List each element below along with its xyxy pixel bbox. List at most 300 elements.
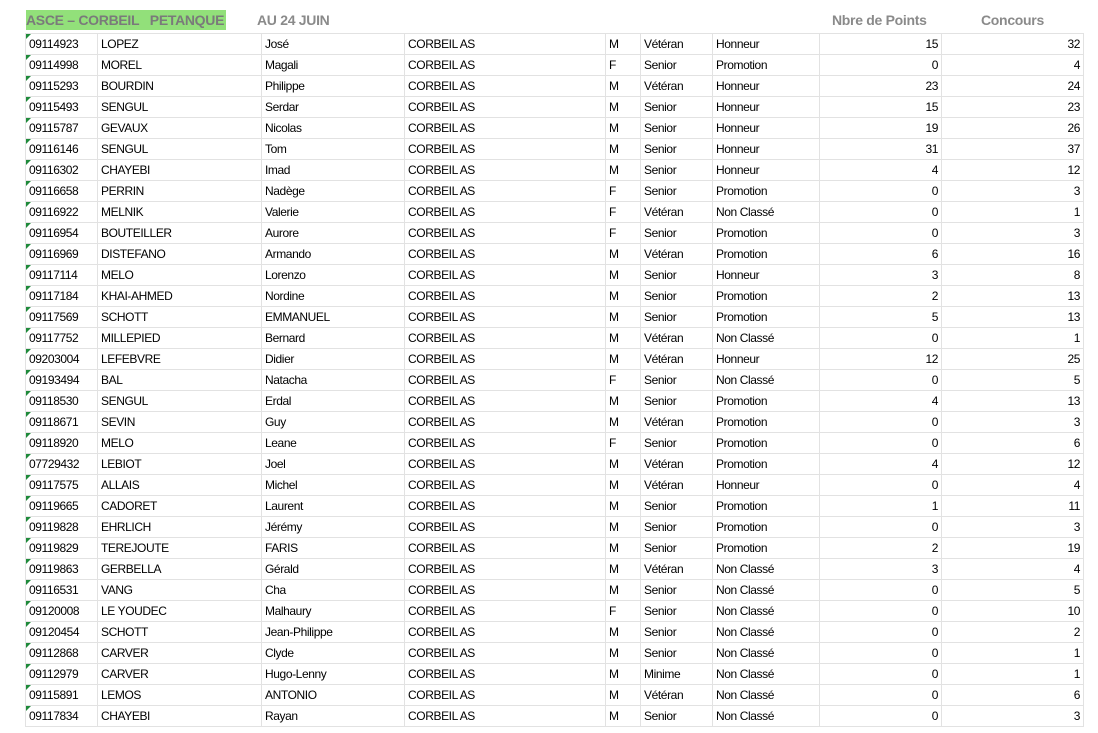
lastname-cell[interactable]: SENGUL: [98, 391, 262, 412]
lastname-cell[interactable]: BOUTEILLER: [98, 223, 262, 244]
club-cell[interactable]: CORBEIL AS: [405, 328, 606, 349]
club-cell[interactable]: CORBEIL AS: [405, 223, 606, 244]
club-cell[interactable]: CORBEIL AS: [405, 181, 606, 202]
division-cell[interactable]: Non Classé: [713, 328, 820, 349]
club-cell[interactable]: CORBEIL AS: [405, 55, 606, 76]
club-cell[interactable]: CORBEIL AS: [405, 34, 606, 55]
sex-cell[interactable]: M: [606, 622, 641, 643]
lastname-cell[interactable]: EHRLICH: [98, 517, 262, 538]
points-cell[interactable]: 19: [820, 118, 942, 139]
sex-cell[interactable]: F: [606, 370, 641, 391]
lastname-cell[interactable]: CHAYEBI: [98, 160, 262, 181]
firstname-cell[interactable]: Bernard: [262, 328, 405, 349]
sex-cell[interactable]: F: [606, 181, 641, 202]
concours-cell[interactable]: 1: [942, 664, 1084, 685]
lastname-cell[interactable]: VANG: [98, 580, 262, 601]
club-cell[interactable]: CORBEIL AS: [405, 643, 606, 664]
division-cell[interactable]: Promotion: [713, 223, 820, 244]
lastname-cell[interactable]: BAL: [98, 370, 262, 391]
sex-cell[interactable]: M: [606, 664, 641, 685]
license-cell[interactable]: 09116146: [26, 139, 98, 160]
club-cell[interactable]: CORBEIL AS: [405, 370, 606, 391]
club-cell[interactable]: CORBEIL AS: [405, 412, 606, 433]
license-cell[interactable]: 09118530: [26, 391, 98, 412]
firstname-cell[interactable]: Clyde: [262, 643, 405, 664]
points-cell[interactable]: 0: [820, 55, 942, 76]
license-cell[interactable]: 09112979: [26, 664, 98, 685]
category-cell[interactable]: Senior: [641, 55, 713, 76]
firstname-cell[interactable]: Guy: [262, 412, 405, 433]
firstname-cell[interactable]: Philippe: [262, 76, 405, 97]
points-cell[interactable]: 15: [820, 97, 942, 118]
points-cell[interactable]: 12: [820, 349, 942, 370]
license-cell[interactable]: 09115787: [26, 118, 98, 139]
sex-cell[interactable]: M: [606, 538, 641, 559]
license-cell[interactable]: 09116922: [26, 202, 98, 223]
sex-cell[interactable]: M: [606, 307, 641, 328]
points-cell[interactable]: 3: [820, 265, 942, 286]
points-cell[interactable]: 6: [820, 244, 942, 265]
concours-cell[interactable]: 16: [942, 244, 1084, 265]
license-cell[interactable]: 09193494: [26, 370, 98, 391]
lastname-cell[interactable]: LEFEBVRE: [98, 349, 262, 370]
firstname-cell[interactable]: Armando: [262, 244, 405, 265]
firstname-cell[interactable]: Rayan: [262, 706, 405, 727]
category-cell[interactable]: Vétéran: [641, 202, 713, 223]
concours-cell[interactable]: 5: [942, 580, 1084, 601]
club-cell[interactable]: CORBEIL AS: [405, 601, 606, 622]
sex-cell[interactable]: M: [606, 349, 641, 370]
firstname-cell[interactable]: José: [262, 34, 405, 55]
firstname-cell[interactable]: Erdal: [262, 391, 405, 412]
lastname-cell[interactable]: SENGUL: [98, 139, 262, 160]
license-cell[interactable]: 09115293: [26, 76, 98, 97]
division-cell[interactable]: Promotion: [713, 454, 820, 475]
lastname-cell[interactable]: GEVAUX: [98, 118, 262, 139]
category-cell[interactable]: Senior: [641, 517, 713, 538]
category-cell[interactable]: Senior: [641, 307, 713, 328]
sex-cell[interactable]: F: [606, 223, 641, 244]
lastname-cell[interactable]: SCHOTT: [98, 307, 262, 328]
license-cell[interactable]: 09112868: [26, 643, 98, 664]
column-header-concours[interactable]: Concours: [981, 12, 1044, 28]
lastname-cell[interactable]: PERRIN: [98, 181, 262, 202]
concours-cell[interactable]: 13: [942, 307, 1084, 328]
sex-cell[interactable]: M: [606, 580, 641, 601]
concours-cell[interactable]: 12: [942, 454, 1084, 475]
firstname-cell[interactable]: Natacha: [262, 370, 405, 391]
club-cell[interactable]: CORBEIL AS: [405, 559, 606, 580]
points-cell[interactable]: 2: [820, 286, 942, 307]
license-cell[interactable]: 07729432: [26, 454, 98, 475]
sex-cell[interactable]: M: [606, 244, 641, 265]
club-cell[interactable]: CORBEIL AS: [405, 307, 606, 328]
points-cell[interactable]: 0: [820, 580, 942, 601]
report-date[interactable]: AU 24 JUIN: [257, 12, 330, 28]
sex-cell[interactable]: M: [606, 76, 641, 97]
license-cell[interactable]: 09117834: [26, 706, 98, 727]
concours-cell[interactable]: 4: [942, 475, 1084, 496]
firstname-cell[interactable]: Jérémy: [262, 517, 405, 538]
division-cell[interactable]: Promotion: [713, 433, 820, 454]
concours-cell[interactable]: 5: [942, 370, 1084, 391]
concours-cell[interactable]: 3: [942, 181, 1084, 202]
points-cell[interactable]: 0: [820, 223, 942, 244]
club-cell[interactable]: CORBEIL AS: [405, 433, 606, 454]
category-cell[interactable]: Senior: [641, 643, 713, 664]
category-cell[interactable]: Senior: [641, 706, 713, 727]
division-cell[interactable]: Honneur: [713, 475, 820, 496]
concours-cell[interactable]: 4: [942, 559, 1084, 580]
lastname-cell[interactable]: ALLAIS: [98, 475, 262, 496]
sex-cell[interactable]: M: [606, 685, 641, 706]
license-cell[interactable]: 09115493: [26, 97, 98, 118]
division-cell[interactable]: Honneur: [713, 34, 820, 55]
category-cell[interactable]: Senior: [641, 160, 713, 181]
lastname-cell[interactable]: MILLEPIED: [98, 328, 262, 349]
lastname-cell[interactable]: DISTEFANO: [98, 244, 262, 265]
lastname-cell[interactable]: KHAI-AHMED: [98, 286, 262, 307]
concours-cell[interactable]: 37: [942, 139, 1084, 160]
points-cell[interactable]: 0: [820, 370, 942, 391]
firstname-cell[interactable]: FARIS: [262, 538, 405, 559]
concours-cell[interactable]: 1: [942, 328, 1084, 349]
license-cell[interactable]: 09203004: [26, 349, 98, 370]
lastname-cell[interactable]: MELO: [98, 265, 262, 286]
lastname-cell[interactable]: MOREL: [98, 55, 262, 76]
firstname-cell[interactable]: Magali: [262, 55, 405, 76]
club-cell[interactable]: CORBEIL AS: [405, 97, 606, 118]
club-cell[interactable]: CORBEIL AS: [405, 517, 606, 538]
lastname-cell[interactable]: CHAYEBI: [98, 706, 262, 727]
concours-cell[interactable]: 3: [942, 223, 1084, 244]
concours-cell[interactable]: 10: [942, 601, 1084, 622]
category-cell[interactable]: Senior: [641, 580, 713, 601]
concours-cell[interactable]: 24: [942, 76, 1084, 97]
license-cell[interactable]: 09117752: [26, 328, 98, 349]
license-cell[interactable]: 09119828: [26, 517, 98, 538]
division-cell[interactable]: Promotion: [713, 55, 820, 76]
division-cell[interactable]: Non Classé: [713, 370, 820, 391]
firstname-cell[interactable]: Hugo-Lenny: [262, 664, 405, 685]
firstname-cell[interactable]: Imad: [262, 160, 405, 181]
lastname-cell[interactable]: MELO: [98, 433, 262, 454]
license-cell[interactable]: 09118671: [26, 412, 98, 433]
points-cell[interactable]: 0: [820, 685, 942, 706]
concours-cell[interactable]: 4: [942, 55, 1084, 76]
lastname-cell[interactable]: LEMOS: [98, 685, 262, 706]
license-cell[interactable]: 09120454: [26, 622, 98, 643]
category-cell[interactable]: Vétéran: [641, 349, 713, 370]
firstname-cell[interactable]: Nordine: [262, 286, 405, 307]
sex-cell[interactable]: M: [606, 97, 641, 118]
firstname-cell[interactable]: Leane: [262, 433, 405, 454]
points-cell[interactable]: 0: [820, 475, 942, 496]
category-cell[interactable]: Vétéran: [641, 559, 713, 580]
lastname-cell[interactable]: CARVER: [98, 643, 262, 664]
firstname-cell[interactable]: Didier: [262, 349, 405, 370]
sex-cell[interactable]: M: [606, 328, 641, 349]
points-cell[interactable]: 4: [820, 454, 942, 475]
concours-cell[interactable]: 3: [942, 517, 1084, 538]
points-cell[interactable]: 4: [820, 391, 942, 412]
column-header-points[interactable]: Nbre de Points: [832, 12, 927, 28]
club-cell[interactable]: CORBEIL AS: [405, 622, 606, 643]
points-cell[interactable]: 3: [820, 559, 942, 580]
sex-cell[interactable]: M: [606, 517, 641, 538]
firstname-cell[interactable]: Lorenzo: [262, 265, 405, 286]
lastname-cell[interactable]: CARVER: [98, 664, 262, 685]
club-cell[interactable]: CORBEIL AS: [405, 139, 606, 160]
division-cell[interactable]: Honneur: [713, 139, 820, 160]
lastname-cell[interactable]: LEBIOT: [98, 454, 262, 475]
points-cell[interactable]: 23: [820, 76, 942, 97]
division-cell[interactable]: Non Classé: [713, 202, 820, 223]
club-cell[interactable]: CORBEIL AS: [405, 265, 606, 286]
concours-cell[interactable]: 32: [942, 34, 1084, 55]
points-cell[interactable]: 31: [820, 139, 942, 160]
license-cell[interactable]: 09119665: [26, 496, 98, 517]
club-cell[interactable]: CORBEIL AS: [405, 580, 606, 601]
category-cell[interactable]: Senior: [641, 181, 713, 202]
license-cell[interactable]: 09116969: [26, 244, 98, 265]
points-cell[interactable]: 15: [820, 34, 942, 55]
sex-cell[interactable]: M: [606, 475, 641, 496]
lastname-cell[interactable]: MELNIK: [98, 202, 262, 223]
division-cell[interactable]: Honneur: [713, 97, 820, 118]
category-cell[interactable]: Senior: [641, 97, 713, 118]
club-cell[interactable]: CORBEIL AS: [405, 475, 606, 496]
lastname-cell[interactable]: LOPEZ: [98, 34, 262, 55]
firstname-cell[interactable]: Serdar: [262, 97, 405, 118]
lastname-cell[interactable]: GERBELLA: [98, 559, 262, 580]
club-cell[interactable]: CORBEIL AS: [405, 160, 606, 181]
lastname-cell[interactable]: BOURDIN: [98, 76, 262, 97]
license-cell[interactable]: 09116531: [26, 580, 98, 601]
points-cell[interactable]: 0: [820, 202, 942, 223]
points-cell[interactable]: 0: [820, 643, 942, 664]
lastname-cell[interactable]: SEVIN: [98, 412, 262, 433]
firstname-cell[interactable]: Laurent: [262, 496, 405, 517]
concours-cell[interactable]: 2: [942, 622, 1084, 643]
club-cell[interactable]: CORBEIL AS: [405, 391, 606, 412]
club-cell[interactable]: CORBEIL AS: [405, 202, 606, 223]
concours-cell[interactable]: 6: [942, 433, 1084, 454]
firstname-cell[interactable]: Valerie: [262, 202, 405, 223]
license-cell[interactable]: 09115891: [26, 685, 98, 706]
license-cell[interactable]: 09116954: [26, 223, 98, 244]
sex-cell[interactable]: M: [606, 139, 641, 160]
license-cell[interactable]: 09117184: [26, 286, 98, 307]
license-cell[interactable]: 09114998: [26, 55, 98, 76]
sex-cell[interactable]: M: [606, 34, 641, 55]
club-cell[interactable]: CORBEIL AS: [405, 244, 606, 265]
points-cell[interactable]: 1: [820, 496, 942, 517]
concours-cell[interactable]: 11: [942, 496, 1084, 517]
lastname-cell[interactable]: TEREJOUTE: [98, 538, 262, 559]
concours-cell[interactable]: 12: [942, 160, 1084, 181]
sex-cell[interactable]: M: [606, 412, 641, 433]
sex-cell[interactable]: M: [606, 496, 641, 517]
points-cell[interactable]: 0: [820, 706, 942, 727]
category-cell[interactable]: Senior: [641, 622, 713, 643]
category-cell[interactable]: Vétéran: [641, 412, 713, 433]
category-cell[interactable]: Senior: [641, 433, 713, 454]
license-cell[interactable]: 09114923: [26, 34, 98, 55]
firstname-cell[interactable]: EMMANUEL: [262, 307, 405, 328]
category-cell[interactable]: Vétéran: [641, 475, 713, 496]
concours-cell[interactable]: 3: [942, 706, 1084, 727]
division-cell[interactable]: Non Classé: [713, 706, 820, 727]
division-cell[interactable]: Non Classé: [713, 685, 820, 706]
club-cell[interactable]: CORBEIL AS: [405, 538, 606, 559]
concours-cell[interactable]: 1: [942, 643, 1084, 664]
category-cell[interactable]: Senior: [641, 538, 713, 559]
category-cell[interactable]: Senior: [641, 496, 713, 517]
division-cell[interactable]: Promotion: [713, 181, 820, 202]
firstname-cell[interactable]: Michel: [262, 475, 405, 496]
firstname-cell[interactable]: Malhaury: [262, 601, 405, 622]
category-cell[interactable]: Vétéran: [641, 244, 713, 265]
lastname-cell[interactable]: SENGUL: [98, 97, 262, 118]
sex-cell[interactable]: M: [606, 643, 641, 664]
concours-cell[interactable]: 1: [942, 202, 1084, 223]
license-cell[interactable]: 09118920: [26, 433, 98, 454]
division-cell[interactable]: Non Classé: [713, 601, 820, 622]
points-cell[interactable]: 0: [820, 433, 942, 454]
division-cell[interactable]: Non Classé: [713, 580, 820, 601]
division-cell[interactable]: Promotion: [713, 307, 820, 328]
points-cell[interactable]: 0: [820, 664, 942, 685]
sex-cell[interactable]: M: [606, 706, 641, 727]
concours-cell[interactable]: 13: [942, 391, 1084, 412]
division-cell[interactable]: Promotion: [713, 517, 820, 538]
firstname-cell[interactable]: Nadège: [262, 181, 405, 202]
concours-cell[interactable]: 26: [942, 118, 1084, 139]
sex-cell[interactable]: F: [606, 601, 641, 622]
club-cell[interactable]: CORBEIL AS: [405, 454, 606, 475]
category-cell[interactable]: Minime: [641, 664, 713, 685]
club-cell[interactable]: CORBEIL AS: [405, 76, 606, 97]
division-cell[interactable]: Non Classé: [713, 643, 820, 664]
category-cell[interactable]: Vétéran: [641, 34, 713, 55]
club-cell[interactable]: CORBEIL AS: [405, 706, 606, 727]
category-cell[interactable]: Senior: [641, 391, 713, 412]
firstname-cell[interactable]: Nicolas: [262, 118, 405, 139]
license-cell[interactable]: 09116302: [26, 160, 98, 181]
firstname-cell[interactable]: Joel: [262, 454, 405, 475]
license-cell[interactable]: 09117575: [26, 475, 98, 496]
division-cell[interactable]: Honneur: [713, 118, 820, 139]
firstname-cell[interactable]: Aurore: [262, 223, 405, 244]
concours-cell[interactable]: 19: [942, 538, 1084, 559]
license-cell[interactable]: 09119863: [26, 559, 98, 580]
points-cell[interactable]: 0: [820, 412, 942, 433]
concours-cell[interactable]: 3: [942, 412, 1084, 433]
category-cell[interactable]: Senior: [641, 601, 713, 622]
concours-cell[interactable]: 8: [942, 265, 1084, 286]
points-cell[interactable]: 0: [820, 181, 942, 202]
division-cell[interactable]: Honneur: [713, 265, 820, 286]
club-cell[interactable]: CORBEIL AS: [405, 664, 606, 685]
division-cell[interactable]: Promotion: [713, 391, 820, 412]
sex-cell[interactable]: F: [606, 433, 641, 454]
division-cell[interactable]: Promotion: [713, 412, 820, 433]
firstname-cell[interactable]: ANTONIO: [262, 685, 405, 706]
category-cell[interactable]: Vétéran: [641, 454, 713, 475]
division-cell[interactable]: Non Classé: [713, 559, 820, 580]
category-cell[interactable]: Senior: [641, 370, 713, 391]
concours-cell[interactable]: 23: [942, 97, 1084, 118]
points-cell[interactable]: 2: [820, 538, 942, 559]
category-cell[interactable]: Senior: [641, 265, 713, 286]
firstname-cell[interactable]: Jean-Philippe: [262, 622, 405, 643]
lastname-cell[interactable]: CADORET: [98, 496, 262, 517]
category-cell[interactable]: Senior: [641, 139, 713, 160]
division-cell[interactable]: Honneur: [713, 76, 820, 97]
firstname-cell[interactable]: Tom: [262, 139, 405, 160]
license-cell[interactable]: 09120008: [26, 601, 98, 622]
division-cell[interactable]: Promotion: [713, 538, 820, 559]
category-cell[interactable]: Senior: [641, 118, 713, 139]
sex-cell[interactable]: F: [606, 55, 641, 76]
division-cell[interactable]: Promotion: [713, 286, 820, 307]
sex-cell[interactable]: M: [606, 454, 641, 475]
points-cell[interactable]: 0: [820, 517, 942, 538]
license-cell[interactable]: 09116658: [26, 181, 98, 202]
points-cell[interactable]: 0: [820, 601, 942, 622]
division-cell[interactable]: Honneur: [713, 160, 820, 181]
sex-cell[interactable]: M: [606, 391, 641, 412]
firstname-cell[interactable]: Gérald: [262, 559, 405, 580]
points-cell[interactable]: 0: [820, 328, 942, 349]
club-cell[interactable]: CORBEIL AS: [405, 118, 606, 139]
club-title[interactable]: ASCE – CORBEIL PETANQUE: [26, 12, 225, 28]
division-cell[interactable]: Promotion: [713, 496, 820, 517]
category-cell[interactable]: Vétéran: [641, 328, 713, 349]
division-cell[interactable]: Non Classé: [713, 622, 820, 643]
club-cell[interactable]: CORBEIL AS: [405, 286, 606, 307]
category-cell[interactable]: Senior: [641, 223, 713, 244]
division-cell[interactable]: Non Classé: [713, 664, 820, 685]
lastname-cell[interactable]: LE YOUDEC: [98, 601, 262, 622]
division-cell[interactable]: Honneur: [713, 349, 820, 370]
sex-cell[interactable]: M: [606, 286, 641, 307]
category-cell[interactable]: Senior: [641, 286, 713, 307]
division-cell[interactable]: Promotion: [713, 244, 820, 265]
club-cell[interactable]: CORBEIL AS: [405, 349, 606, 370]
points-cell[interactable]: 0: [820, 622, 942, 643]
category-cell[interactable]: Vétéran: [641, 685, 713, 706]
points-cell[interactable]: 4: [820, 160, 942, 181]
sex-cell[interactable]: M: [606, 118, 641, 139]
lastname-cell[interactable]: SCHOTT: [98, 622, 262, 643]
concours-cell[interactable]: 13: [942, 286, 1084, 307]
club-cell[interactable]: CORBEIL AS: [405, 685, 606, 706]
points-cell[interactable]: 5: [820, 307, 942, 328]
concours-cell[interactable]: 25: [942, 349, 1084, 370]
sex-cell[interactable]: M: [606, 265, 641, 286]
license-cell[interactable]: 09119829: [26, 538, 98, 559]
concours-cell[interactable]: 6: [942, 685, 1084, 706]
firstname-cell[interactable]: Cha: [262, 580, 405, 601]
sex-cell[interactable]: M: [606, 160, 641, 181]
category-cell[interactable]: Vétéran: [641, 76, 713, 97]
sex-cell[interactable]: F: [606, 202, 641, 223]
license-cell[interactable]: 09117114: [26, 265, 98, 286]
club-cell[interactable]: CORBEIL AS: [405, 496, 606, 517]
license-cell[interactable]: 09117569: [26, 307, 98, 328]
